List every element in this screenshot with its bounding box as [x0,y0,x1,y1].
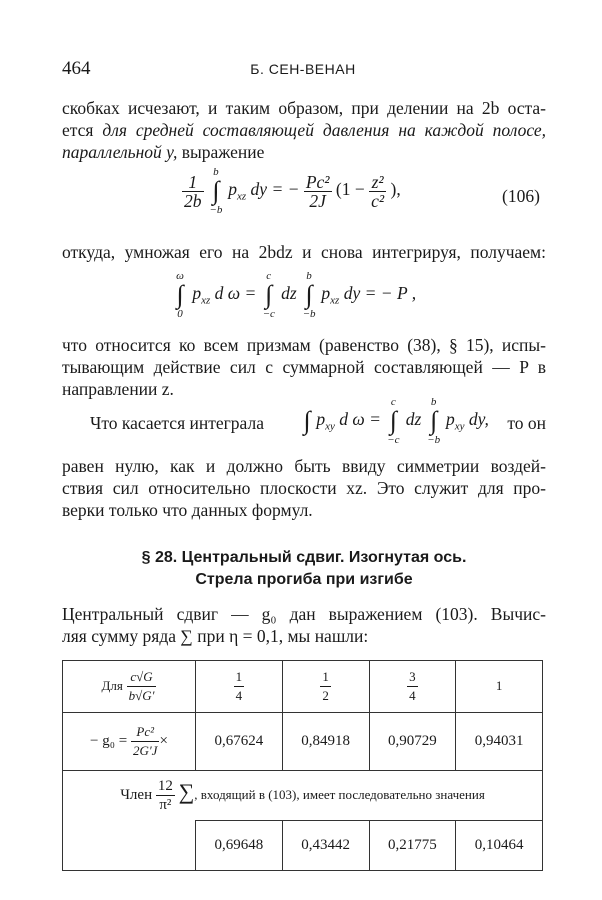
integral-sign: b ∫ −b [302,270,316,320]
text-line: скобках исчезают, и таким образом, при делении на 2b оста- [62,98,546,118]
table-cell: 0,94031 [456,713,543,771]
page-number: 464 [62,58,91,79]
text-line: тывающим действие сил с суммарной составляющей — P в [62,357,546,377]
table-header-cell: 1 [456,661,543,713]
text-line: параллельной y, выражение [62,142,265,162]
text-line: откуда, умножая его на 2bdz и снова интегрируя, получаем: [62,242,546,262]
text-line: что относится ко всем призмам (равенство (38), § 15), испы- [62,335,546,355]
paragraph-4: Что касается интеграла ∫ $p_{xy}$ d ω = c ∫ −c dz b ∫ −b $p_{xy}$ dy, то он [90,396,546,446]
table-cell: 0,67624 [196,713,283,771]
table-header-row [63,661,543,713]
integral-sign: c ∫ −c [387,396,400,446]
paragraph-2 [62,241,546,263]
table-row-label [63,821,196,871]
fraction: $\frac{\text{Pc²}}{2J}$ [305,171,330,211]
text-line: Центральный сдвиг — g₀ дан выражением (103). Вычис- [62,604,546,624]
running-header [62,58,544,82]
text-line: верки только что данных формул. [62,500,313,520]
text-line: ется для средней составляющей давления на каждой полосе, [62,120,546,140]
table-row [63,713,543,771]
integral-sign: b ∫ −b [427,396,441,446]
integral-sign: ω ∫ 0 [176,270,184,320]
paragraph-6 [62,603,546,647]
table-row [63,771,543,821]
table-cell: 0,90729 [369,713,456,771]
fraction: $\frac{1}{2b}$ [184,171,202,211]
paragraph-3 [62,334,546,400]
section-title-line: Стрела прогиба при изгибе [195,571,413,588]
paragraph-1 [62,97,546,163]
text-line: направлении z. [62,379,174,399]
table-cell: 0,21775 [369,821,456,871]
text-line: ствия сил относительно плоскости xz. Это служит для про- [62,478,546,498]
text-line: равен нулю, как и должно быть ввиду симметрии воздей- [62,456,546,476]
fraction: $\frac{c√G}{b√G'}$ [128,669,155,703]
integral-sign: ∫ [303,406,311,435]
equation-106: $\frac{1}{2b}$ b ∫ −b $p_{xz}$ dy = − $\frac{\text{Pc²}}{2J}$ (1 − $\frac{\text{z²}}{\text{c²}}$ ), [184,166,401,216]
table-cell: 0,84918 [282,713,369,771]
table-header-cell: $\frac{1}{4}$ [196,661,283,713]
table-row [63,821,543,871]
fraction: $\frac{\text{z²}}{\text{c²}}$ [371,171,385,211]
table-note: Член $\frac{12}{\text{π²}}$ ∑, входящий в (103), имеет последовательно значения [63,771,543,821]
text-line: ляя сумму ряда ∑ при η = 0,1, мы нашли: [62,626,369,646]
table-row-label: − g₀ = $\frac{\text{Pc²}}{2G'J}$ × [63,713,196,771]
results-table [62,660,543,871]
table-header-cell: $\frac{3}{4}$ [369,661,456,713]
table-header-cell: Для $\frac{c√G}{b√G'}$ [63,661,196,713]
running-title: Б. СЕН-ВЕНАН [250,61,356,77]
table-cell: 0,69648 [196,821,283,871]
inline-integral-xy: ∫ $p_{xy}$ d ω = c ∫ −c dz b ∫ −b $p_{xy}$ dy, [303,396,489,446]
table-cell: 0,10464 [456,821,543,871]
fraction: $\frac{12}{\text{π²}}$ [157,778,173,813]
section-title-line: § 28. Центральный сдвиг. Изогнутая ось. [141,549,467,566]
table-header-cell: $\frac{1}{2}$ [282,661,369,713]
fraction: $\frac{\text{Pc²}}{2G'J}$ [132,724,158,758]
integral-sign: c ∫ −c [262,270,275,320]
equation-pressure-integral: ω ∫ 0 $p_{xz}$ d ω = c ∫ −c dz b ∫ −b $p_{xz}$ dy = − P , [172,270,416,320]
paragraph-5 [62,455,546,521]
equation-number: (106) [502,186,540,206]
table-cell: 0,43442 [282,821,369,871]
integral-sign: b ∫ −b [209,166,223,216]
section-heading [62,547,546,591]
